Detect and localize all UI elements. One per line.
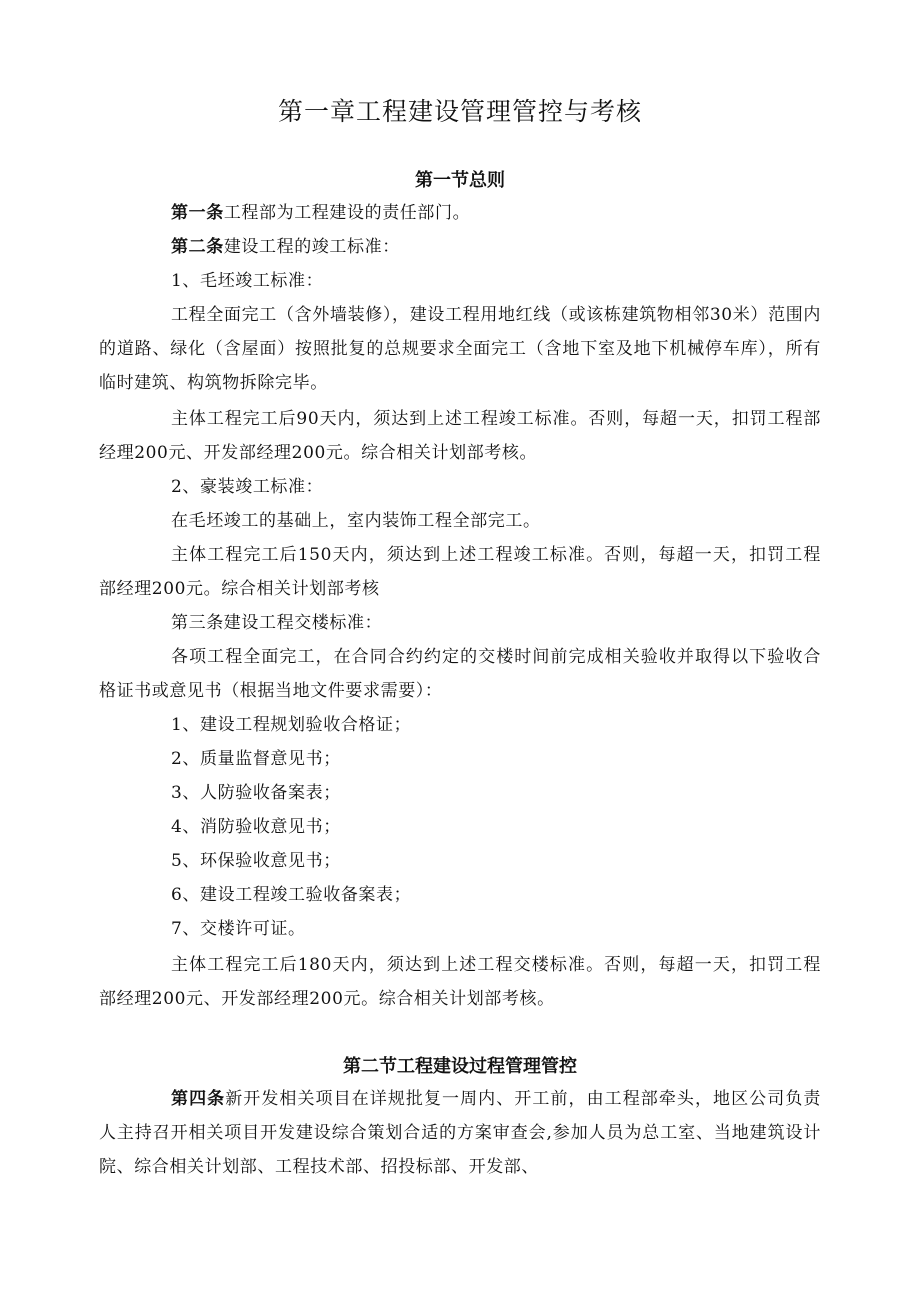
luxury-completion-penalty: 主体工程完工后150天内，须达到上述工程竣工标准。否则，每超一天，扣罚工程部经理200元。综合相关计划部考核: [99, 545, 821, 599]
article-2-text: 建设工程的竣工标准：: [223, 237, 400, 257]
section-title-process: 第二节工程建设过程管理管控: [343, 1056, 577, 1077]
article-4-label: 第四条: [171, 1089, 226, 1109]
certificate-item: 3、人防验收备案表；: [171, 783, 341, 803]
article-4-text: 新开发相关项目在详规批复一周内、开工前，由工程部牵头，地区公司负责人主持召开相关项目开发建设综合策划合适的方案审查会,参加人员为总工室、当地建筑设计院、综合相关计划部、工程技术部、招投标部、开发部、: [99, 1089, 821, 1177]
section-title-general: 第一节总则: [415, 170, 505, 191]
luxury-completion-description: 在毛坯竣工的基础上，室内装饰工程全部完工。: [171, 511, 541, 531]
chapter-title: 第一章工程建设管理管控与考核: [277, 97, 642, 126]
article-3-penalty: 主体工程完工后180天内，须达到上述工程交楼标准。否则，每超一天，扣罚工程部经理200元、开发部经理200元。综合相关计划部考核。: [99, 955, 821, 1009]
article-3-description: 各项工程全面完工，在合同合约约定的交楼时间前完成相关验收并取得以下验收合格证书或意见书（根据当地文件要求需要）：: [99, 647, 821, 701]
article-3: 第三条建设工程交楼标准：: [171, 613, 383, 633]
article-1-text: 工程部为工程建设的责任部门。: [223, 203, 471, 223]
article-4: [99, 1082, 821, 1184]
rough-completion-penalty: 主体工程完工后90天内，须达到上述工程竣工标准。否则，每超一天，扣罚工程部经理200元、开发部经理200元。综合相关计划部考核。: [99, 409, 821, 463]
certificate-item: 4、消防验收意见书；: [171, 817, 341, 837]
certificate-item: 2、质量监督意见书；: [171, 749, 341, 769]
article-2-label: 第二条: [171, 237, 224, 257]
rough-completion-heading: 1、毛坯竣工标准：: [171, 271, 324, 291]
certificate-item: 6、建设工程竣工验收备案表；: [171, 885, 412, 905]
luxury-completion-heading: 2、豪装竣工标准：: [171, 477, 324, 497]
rough-completion-description: 工程全面完工（含外墙装修），建设工程用地红线（或该栋建筑物相邻30米）范围内的道路、绿化（含屋面）按照批复的总规要求全面完工（含地下室及地下机械停车库），所有临时建筑、构筑物拆除完毕。: [99, 305, 821, 393]
certificate-item: 7、交楼许可证。: [171, 919, 306, 939]
article-1: [99, 196, 821, 230]
article-2: [99, 230, 821, 264]
article-1-label: 第一条: [171, 203, 224, 223]
certificate-item: 5、环保验收意见书；: [171, 851, 341, 871]
certificate-item: 1、建设工程规划验收合格证；: [171, 715, 412, 735]
